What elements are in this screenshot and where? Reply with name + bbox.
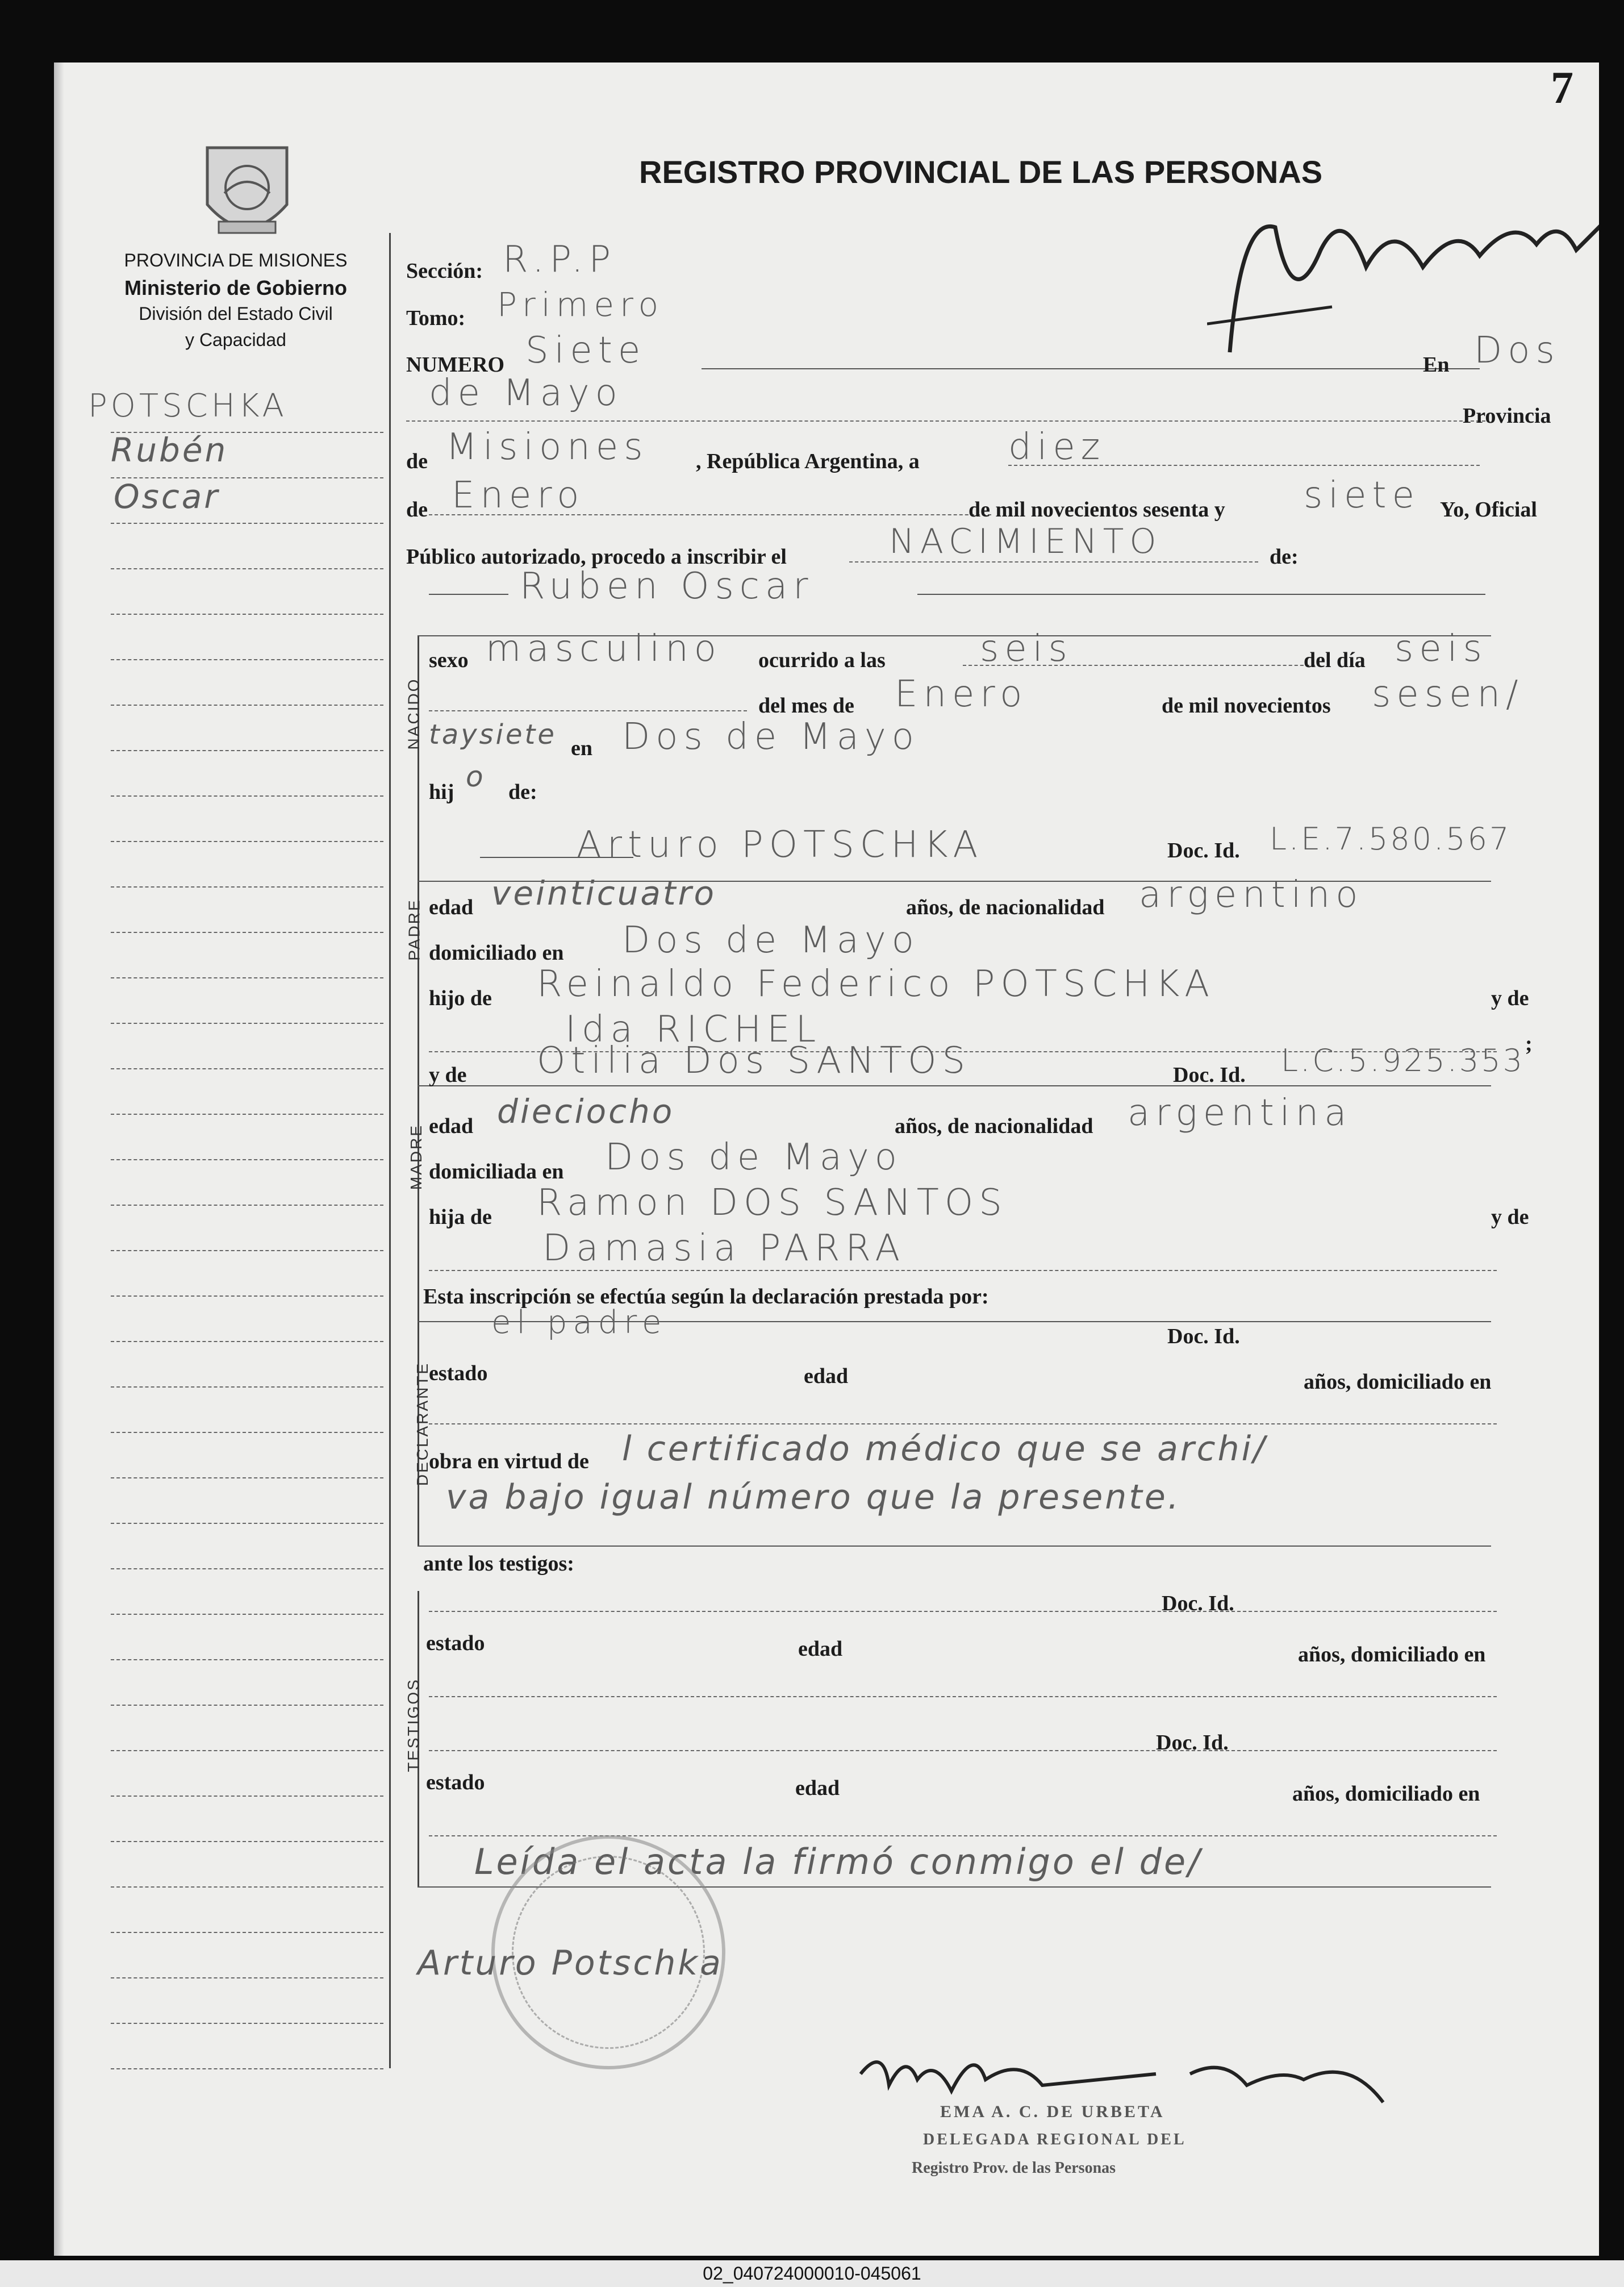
rule-testigo1-name [429,1611,1497,1612]
label-de-provincia: de [406,449,428,473]
label-testigo2-edad: edad [795,1776,840,1800]
label-de-colon: de: [1270,545,1299,569]
section-label-nacido: NACIDO [404,677,423,750]
value-mes-nac: Enero [895,673,1028,715]
section-label-madre: MADRE [407,1123,425,1190]
label-testigo2-anos: años, domiciliado en [1292,1782,1480,1806]
label-declarante-anos: años, domiciliado en [1304,1370,1492,1394]
label-madre-edad: edad [429,1114,474,1138]
value-madre-padre: Ramon DOS SANTOS [537,1182,1008,1224]
label-seccion: Sección: [406,259,483,283]
value-obra-1: l certificado médico que se archi/ [622,1429,1267,1469]
rule-nombre-right [917,594,1485,595]
label-del-dia: del día [1304,648,1366,672]
section-label-padre: PADRE [405,898,423,961]
value-numero: Siete [525,330,646,372]
label-de-padres: de: [508,780,537,804]
label-de-mil: de mil novecientos sesenta y [968,498,1225,522]
label-publico: Público autorizado, procedo a inscribir el [406,545,787,569]
margin-first-name: Rubén [111,431,228,469]
label-madre-nac: años, de nacionalidad [895,1114,1093,1138]
label-declarante-edad: edad [804,1364,849,1388]
declarante-bottom-rule [418,1546,1491,1547]
value-nombre: Ruben Oscar [520,565,814,607]
stamp-line1: EMA A. C. DE URBETA [940,2102,1165,2121]
value-declarante: el padre [491,1304,667,1341]
section-label-testigos: TESTIGOS [404,1678,422,1772]
value-madre-nac: argentina [1128,1092,1352,1134]
signature-declarante: Arturo Potschka [418,1943,723,1983]
label-padre-y-de: y de [1491,986,1529,1010]
label-madre-doc: Doc. Id. [1173,1063,1246,1087]
rule-mes-nac-blank [429,710,747,711]
label-inscripcion: Esta inscripción se efectúa según la declaración prestada por: [423,1285,989,1309]
value-ano-nac-a: sesen/ [1372,673,1524,715]
rule-dia [1008,465,1480,466]
rule-numero [702,368,1480,369]
value-hora: seis [980,628,1073,670]
value-madre-nombre: Otilia Dos SANTOS [537,1040,971,1082]
rule-testigo2-name [429,1750,1497,1751]
value-en: Dos [1474,330,1560,372]
label-ocurrido: ocurrido a las [758,648,886,672]
label-del-mes: del mes de [758,694,854,718]
value-cierre: Leída el acta la firmó conmigo el de/ [474,1841,1203,1882]
value-padre-madre: Ida RICHEL [565,1009,822,1051]
value-en-cont: de Mayo [429,372,623,414]
section-line-madre [418,1085,419,1307]
label-madre-y-de2: y de [1491,1205,1529,1229]
value-madre-edad: dieciocho [497,1092,675,1131]
label-hij: hij [429,780,454,804]
label-de-mil-nac: de mil novecientos [1162,694,1331,718]
label-testigo1-doc: Doc. Id. [1162,1592,1234,1615]
value-madre-madre: Damasia PARRA [542,1227,906,1269]
label-padre-dom: domiciliado en [429,941,564,965]
value-padre-padre: Reinaldo Federico POTSCHKA [537,963,1216,1005]
label-en: En [1423,353,1450,377]
label-padre-hijo: hijo de [429,986,492,1010]
value-provincia: Misiones [446,426,649,468]
document-title: REGISTRO PROVINCIAL DE LAS PERSONAS [639,154,1323,190]
value-dia: diez [1008,426,1106,468]
label-testigo1-edad: edad [798,1637,843,1661]
label-testigo2-estado: estado [426,1771,485,1794]
label-semicolon: ; [1525,1032,1533,1056]
label-tomo: Tomo: [406,306,466,330]
label-padre-doc: Doc. Id. [1167,839,1240,863]
label-numero: NUMERO [406,353,505,377]
coat-of-arms-icon [196,136,298,250]
header-line1: PROVINCIA DE MISIONES [124,250,348,270]
header-line4: y Capacidad [185,330,286,350]
label-madre-dom: domiciliada en [429,1160,564,1184]
value-ano: siete [1304,474,1420,516]
value-tomo: Primero [497,285,665,324]
value-mes: Enero [452,474,585,516]
label-declarante-doc: Doc. Id. [1167,1324,1240,1348]
value-acto: NACIMIENTO [889,522,1162,561]
label-obra: obra en virtud de [429,1449,589,1473]
value-dia-nac: seis [1395,628,1488,670]
value-padre-nombre: Arturo POTSCHKA [577,824,984,866]
value-ano-nac-b: taysiete [429,719,557,751]
rule-madre-madre [429,1270,1497,1271]
margin-divider [389,233,391,2068]
header-line2: Ministerio de Gobierno [124,276,348,299]
label-testigo1-anos: años, domiciliado en [1298,1643,1486,1667]
value-lugar-nac: Dos de Mayo [622,716,920,758]
label-testigo1-estado: estado [426,1631,485,1655]
label-madre-y-de: y de [429,1063,467,1087]
label-sexo: sexo [429,648,469,672]
rule-testigo1-dom [429,1696,1497,1697]
value-hijo-letra: o [466,760,486,793]
stamp-line2: DELEGADA REGIONAL DEL [923,2131,1187,2148]
value-madre-doc: L.C.5.925.353 [1281,1043,1525,1078]
rule-nombre-left [429,594,508,595]
label-madre-hija: hija de [429,1205,492,1229]
label-yo-oficial: Yo, Oficial [1440,498,1537,522]
value-obra-2: va bajo igual número que la presente. [446,1477,1181,1517]
label-ante: ante los testigos: [423,1552,574,1576]
value-padre-nac: argentino [1139,874,1364,916]
madre-top-rule [418,1085,1491,1086]
rule-provincia [406,420,1485,422]
header-line3: División del Estado Civil [139,303,333,324]
label-padre-edad: edad [429,895,474,919]
rule-hora [963,665,1315,666]
value-seccion: R.P.P [503,239,617,281]
value-padre-edad: veinticuatro [491,874,716,913]
label-padre-nac: años, de nacionalidad [906,895,1105,919]
margin-second-name: Oscar [114,477,220,516]
section-label-declarante: DECLARANTE [414,1361,432,1486]
rule-declarante-dom [429,1423,1497,1424]
record-page [54,63,1599,2256]
value-sexo: masculino [486,628,722,670]
page-number: 7 [1551,63,1573,113]
value-padre-doc: L.E.7.580.567 [1270,821,1512,857]
value-padre-dom: Dos de Mayo [622,919,920,961]
label-en-lugar: en [571,736,592,760]
value-madre-dom: Dos de Mayo [605,1136,903,1178]
rule-mes [429,514,991,515]
label-de-mes: de [406,498,428,522]
footer-id: 02_040724000010-045061 [0,2260,1624,2287]
stamp-line3: Registro Prov. de las Personas [912,2159,1116,2177]
label-provincia: Provincia [1463,404,1551,428]
rule-acto [849,561,1258,563]
section-line-nacido [418,636,419,881]
label-testigo2-doc: Doc. Id. [1156,1731,1229,1755]
label-declarante-estado: estado [429,1361,488,1385]
label-republica: , República Argentina, a [696,449,920,473]
margin-surname: POTSCHKA [88,388,287,424]
